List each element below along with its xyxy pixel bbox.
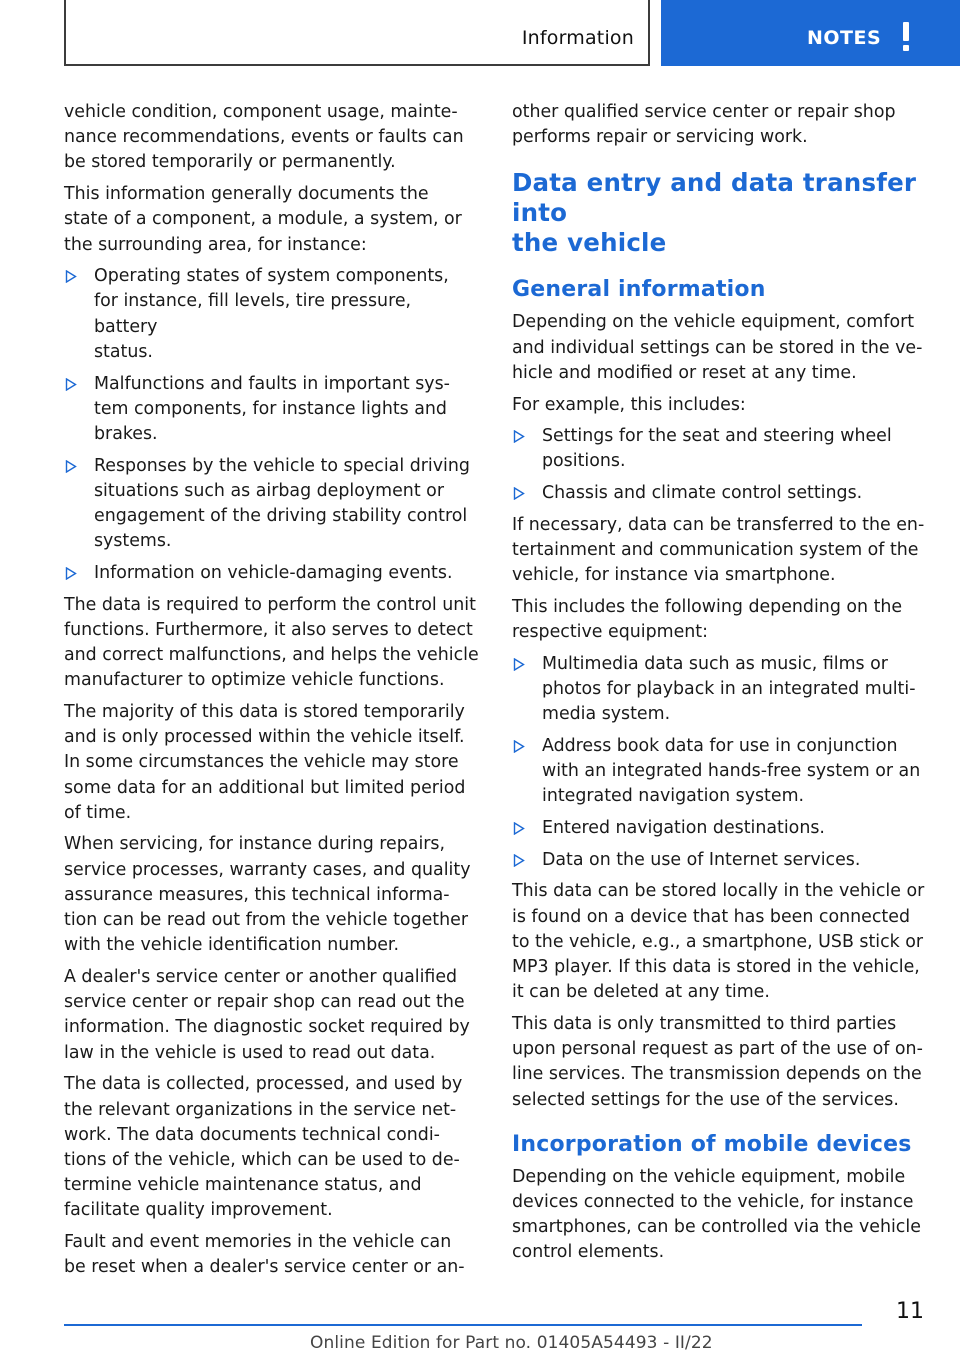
list-item: Data on the use of Internet services.: [512, 848, 930, 873]
list-item: Multimedia data such as music, films or photos for playback in an integrated multi- media system.: [512, 652, 930, 728]
paragraph: This data can be stored locally in the vehicle or is found on a device that has been connected to the vehicle, e.g., a smartphone, USB stick or MP3 player. If this data is stored in the vehicle, it can be deleted at any time.: [512, 881, 925, 1003]
footer-divider: [64, 1324, 862, 1326]
paragraph: For example, this includes:: [512, 394, 746, 415]
list-item: Operating states of system components, for instance, fill levels, tire pressure, battery status.: [64, 264, 480, 365]
paragraph: The data is required to perform the control unit functions. Furthermore, it also serves to detect and correct malfunctions, and helps the vehicle manufacturer to optimize vehicle functions.: [64, 594, 479, 691]
left-column: [64, 100, 480, 1287]
page-number: 11: [896, 1299, 924, 1324]
paragraph: other qualified service center or repair shop performs repair or servicing work.: [512, 102, 896, 148]
triangle-bullet-icon: [513, 658, 525, 671]
paragraph: This data is only transmitted to third parties upon personal request as part of the use of on- line services. The transmission depends on the selected settings for the use of the services.: [512, 1013, 923, 1110]
right-column: [512, 100, 930, 1272]
triangle-bullet-icon: [65, 460, 77, 473]
paragraph: When servicing, for instance during repairs, service processes, warranty cases, and quality assurance measures, this technical informa- tion can be read out from the vehicle together with the vehicle identification number.: [64, 834, 471, 956]
triangle-bullet-icon: [513, 822, 525, 835]
triangle-bullet-icon: [65, 567, 77, 580]
paragraph: vehicle condition, component usage, mainte- nance recommendations, events or faults can be stored temporarily or permanently.: [64, 102, 464, 173]
triangle-bullet-icon: [513, 430, 525, 443]
section-title: Information: [521, 27, 634, 49]
list-item: Responses by the vehicle to special driving situations such as airbag deployment or engagement of the driving stability control systems.: [64, 454, 480, 555]
exclamation-icon: [901, 22, 911, 52]
notes-label: NOTES: [807, 27, 882, 49]
section-heading: Data entry and data transfer into the vehicle: [512, 168, 917, 258]
subsection-heading: Incorporation of mobile devices: [512, 1131, 912, 1157]
paragraph: The data is collected, processed, and used by the relevant organizations in the service net- work. The data documents technical condi- tions of the vehicle, which can be used to de- termine vehicle maintenance status, and facilitate quality improvement.: [64, 1074, 463, 1221]
triangle-bullet-icon: [513, 740, 525, 753]
list-item: Entered navigation destinations.: [512, 816, 930, 841]
subsection-heading: General information: [512, 277, 766, 303]
paragraph: Depending on the vehicle equipment, comfort and individual settings can be stored in the ve- hicle and modified or reset at any time.: [512, 312, 923, 383]
list-item: Malfunctions and faults in important sys- tem components, for instance lights and brakes.: [64, 372, 480, 448]
triangle-bullet-icon: [513, 854, 525, 867]
paragraph: A dealer's service center or another qualified service center or repair shop can read out the information. The diagnostic socket required by law in the vehicle is used to read out data.: [64, 967, 470, 1063]
list-item: Information on vehicle-damaging events.: [64, 561, 480, 586]
list-item: Settings for the seat and steering wheel positions.: [512, 424, 930, 474]
paragraph: This information generally documents the state of a component, a module, a system, or the surrounding area, for instance:: [64, 184, 462, 255]
bullet-list: [64, 264, 480, 586]
triangle-bullet-icon: [513, 487, 525, 500]
bullet-list: [512, 652, 930, 873]
paragraph: If necessary, data can be transferred to the en- tertainment and communication system of the vehicle, for instance via smartphone.: [512, 514, 925, 586]
bullet-list: [512, 424, 930, 506]
paragraph: This includes the following depending on the respective equipment:: [512, 596, 903, 643]
paragraph: Fault and event memories in the vehicle can be reset when a dealer's service center or an-: [64, 1232, 465, 1278]
header-section-tab: [64, 0, 650, 66]
triangle-bullet-icon: [65, 378, 77, 391]
paragraph: Depending on the vehicle equipment, mobile devices connected to the vehicle, for instance smartphones, can be controlled via the vehicle control elements.: [512, 1166, 921, 1263]
list-item: Address book data for use in conjunction with an integrated hands-free system or an integrated navigation system.: [512, 734, 930, 810]
triangle-bullet-icon: [65, 270, 77, 283]
list-item: Chassis and climate control settings.: [512, 481, 930, 506]
edition-note: Online Edition for Part no. 01405A54493 - II/22: [310, 1333, 713, 1353]
header-notes-tab: [661, 0, 960, 66]
paragraph: The majority of this data is stored temporarily and is only processed within the vehicle itself. In some circumstances the vehicle may store some data for an additional but limited period of time.: [64, 701, 466, 823]
